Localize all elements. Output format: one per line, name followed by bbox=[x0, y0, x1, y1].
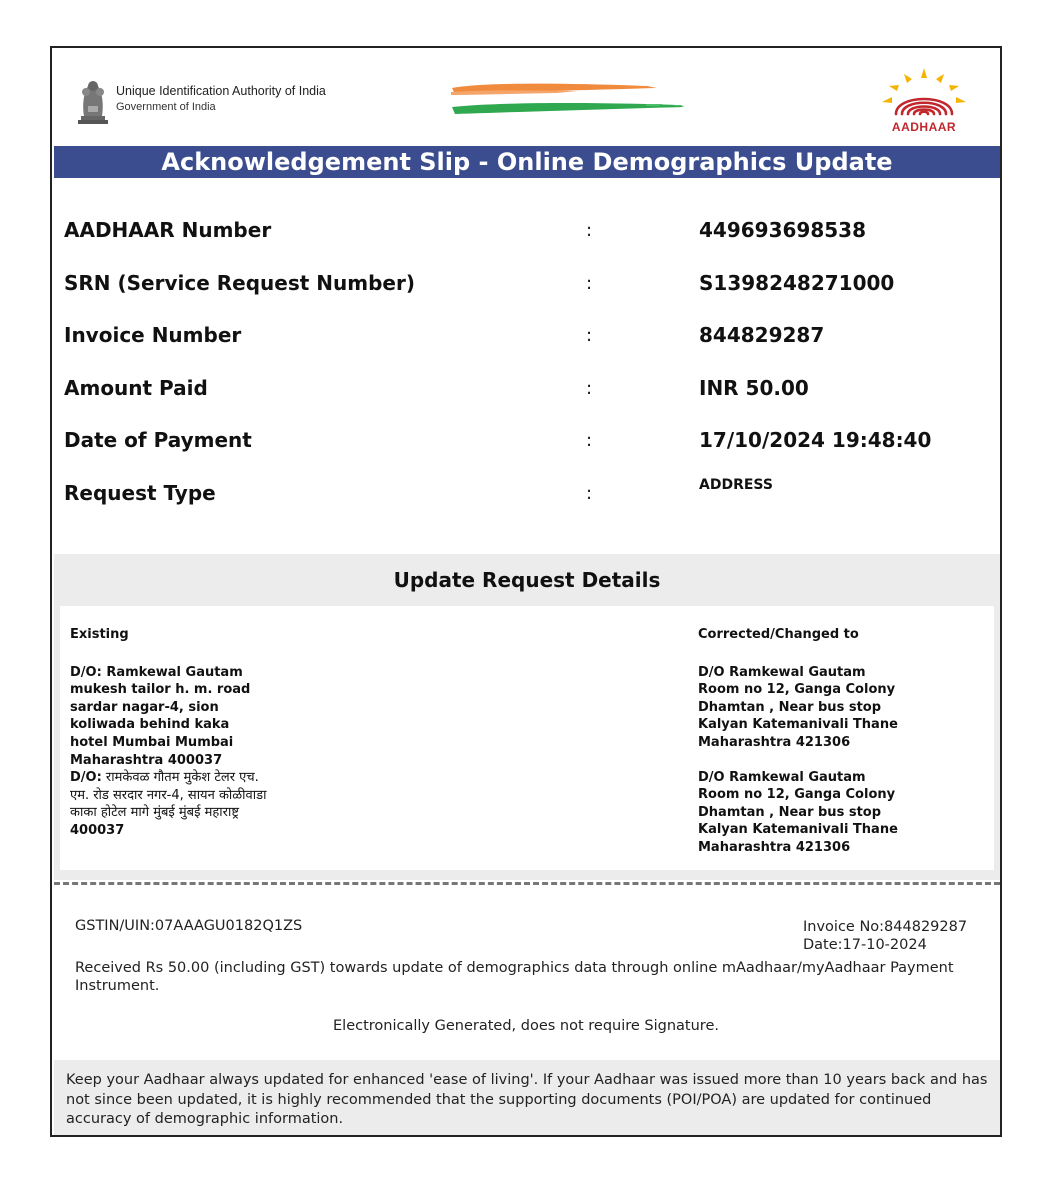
existing-address: D/O: Ramkewal Gautam mukesh tailor h. m. road sardar nagar-4, sion koliwada behind kaka hotel Mumbai Mumbai Maharashtra 400037 bbox=[70, 664, 251, 768]
gstin-text: GSTIN/UIN:07AAAGU0182Q1ZS bbox=[75, 918, 303, 934]
srn-row bbox=[64, 271, 984, 301]
field-label: Request Type bbox=[64, 481, 216, 505]
aadhaar-logo bbox=[874, 66, 974, 136]
update-request-details bbox=[54, 554, 1000, 880]
field-label: AADHAAR Number bbox=[64, 218, 272, 242]
invoice-date-text: Date:17-10-2024 bbox=[803, 937, 927, 953]
slip-header bbox=[52, 48, 1000, 148]
field-separator: : bbox=[586, 378, 593, 399]
field-separator: : bbox=[586, 220, 593, 241]
invoice-number-row bbox=[64, 323, 984, 353]
existing-column bbox=[70, 626, 310, 840]
field-separator: : bbox=[586, 325, 593, 346]
amount-paid-row bbox=[64, 376, 984, 406]
footer-note: Keep your Aadhaar always updated for enhanced 'ease of living'. If your Aadhaar was issued more than 10 years back and has not since been updated, it is highly recommended that the supporting documents (POI/POA) are updated for continued accuracy of demographic information. bbox=[66, 1072, 988, 1127]
existing-address-regional: रामकेवळ गौतम मुकेश टेलर एच. एम. रोड सरदार नगर-4, सायन कोळीवाडा काका होटेल मागे मुंबई मुंबई महाराष्ट्र bbox=[70, 770, 267, 821]
field-separator: : bbox=[586, 483, 593, 504]
date-of-payment-row bbox=[64, 428, 984, 458]
org-name-line1: Unique Identification Authority of India bbox=[116, 84, 326, 98]
date-of-payment-value: 17/10/2024 19:48:40 bbox=[699, 428, 932, 452]
invoice-section bbox=[52, 888, 1000, 1058]
changed-heading: Corrected/Changed to bbox=[698, 627, 859, 642]
details-panel bbox=[60, 606, 994, 870]
national-emblem-icon bbox=[74, 76, 112, 128]
aadhaar-logo-text: AADHAAR bbox=[891, 120, 957, 134]
changed-address: D/O Ramkewal Gautam Room no 12, Ganga Colony Dhamtan , Near bus stop Kalyan Katemanivali Thane Maharashtra 421306 bbox=[698, 664, 898, 750]
aadhaar-number-value: 449693698538 bbox=[699, 218, 866, 242]
changed-column bbox=[698, 626, 988, 857]
field-label: SRN (Service Request Number) bbox=[64, 271, 415, 295]
aadhaar-sun-fingerprint-icon bbox=[874, 66, 974, 122]
existing-heading: Existing bbox=[70, 627, 129, 642]
organization-name bbox=[116, 84, 326, 113]
tricolor-brush-icon bbox=[447, 78, 692, 118]
existing-regional-pin: 400037 bbox=[70, 822, 125, 838]
field-separator: : bbox=[586, 273, 593, 294]
field-label: Amount Paid bbox=[64, 376, 208, 400]
existing-regional-label: D/O: bbox=[70, 770, 102, 786]
request-type-row bbox=[64, 477, 984, 511]
electronic-generation-note: Electronically Generated, does not require Signature. bbox=[333, 1018, 719, 1034]
footer-note-box bbox=[54, 1060, 1000, 1135]
invoice-no-text: Invoice No:844829287 bbox=[803, 919, 968, 935]
invoice-meta bbox=[803, 918, 967, 954]
field-label: Date of Payment bbox=[64, 428, 252, 452]
changed-address-regional: D/O Ramkewal Gautam Room no 12, Ganga Colony Dhamtan , Near bus stop Kalyan Katemanivali Thane Maharashtra 421306 bbox=[698, 769, 898, 855]
acknowledgement-slip bbox=[50, 46, 1002, 1137]
details-title: Update Request Details bbox=[393, 568, 661, 592]
amount-paid-value: INR 50.00 bbox=[699, 376, 809, 400]
existing-regional-block bbox=[70, 769, 310, 822]
org-name-line2: Government of India bbox=[116, 101, 216, 113]
invoice-number-value: 844829287 bbox=[699, 323, 825, 347]
field-separator: : bbox=[586, 430, 593, 451]
request-type-value: ADDRESS bbox=[699, 477, 773, 493]
field-label: Invoice Number bbox=[64, 323, 242, 347]
srn-value: S1398248271000 bbox=[699, 271, 895, 295]
received-statement: Received Rs 50.00 (including GST) towards update of demographics data through online mAadhaar/myAadhaar Payment Instrument. bbox=[75, 960, 954, 994]
tear-off-divider bbox=[54, 882, 1000, 885]
aadhaar-number-row bbox=[64, 218, 984, 248]
slip-title-banner: Acknowledgement Slip - Online Demographics Update bbox=[54, 146, 1000, 178]
